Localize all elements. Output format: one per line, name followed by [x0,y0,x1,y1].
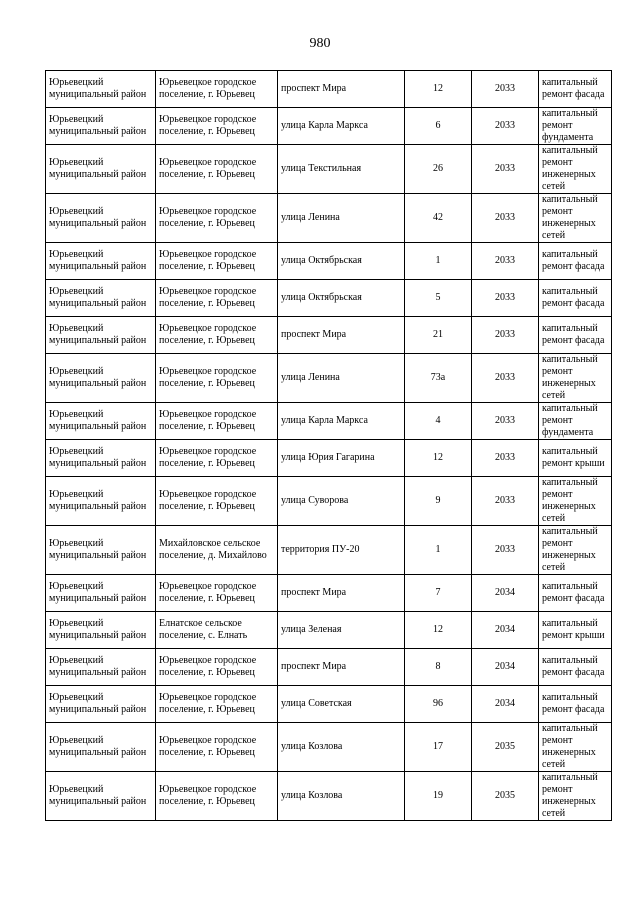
street-cell: проспект Мира [278,71,405,108]
district-cell: Юрьевецкий муниципальный район [46,317,156,354]
house-cell: 5 [405,280,472,317]
house-cell: 21 [405,317,472,354]
settlement-cell: Юрьевецкое городское поселение, г. Юрьевец [156,280,278,317]
table-row [46,649,612,686]
house-cell: 96 [405,686,472,723]
district-cell: Юрьевецкий муниципальный район [46,108,156,145]
district-cell: Юрьевецкий муниципальный район [46,772,156,821]
settlement-cell: Юрьевецкое городское поселение, г. Юрьевец [156,145,278,194]
district-cell: Юрьевецкий муниципальный район [46,723,156,772]
work-type-cell: капитальный ремонт инженерных сетей [539,145,612,194]
street-cell: улица Зеленая [278,612,405,649]
table-row [46,686,612,723]
settlement-cell: Юрьевецкое городское поселение, г. Юрьевец [156,772,278,821]
settlement-cell: Юрьевецкое городское поселение, г. Юрьевец [156,71,278,108]
work-type-cell: капитальный ремонт инженерных сетей [539,723,612,772]
street-cell: улица Текстильная [278,145,405,194]
district-cell: Юрьевецкий муниципальный район [46,280,156,317]
house-cell: 26 [405,145,472,194]
work-type-cell: капитальный ремонт фундамента [539,108,612,145]
district-cell: Юрьевецкий муниципальный район [46,194,156,243]
year-cell: 2033 [472,280,539,317]
table-row [46,354,612,403]
house-cell: 19 [405,772,472,821]
table-row [46,440,612,477]
table-row [46,526,612,575]
work-type-cell: капитальный ремонт фасада [539,575,612,612]
year-cell: 2033 [472,243,539,280]
district-cell: Юрьевецкий муниципальный район [46,575,156,612]
work-type-cell: капитальный ремонт крыши [539,440,612,477]
table-row [46,194,612,243]
table-row [46,723,612,772]
district-cell: Юрьевецкий муниципальный район [46,71,156,108]
year-cell: 2033 [472,526,539,575]
house-cell: 4 [405,403,472,440]
street-cell: проспект Мира [278,575,405,612]
year-cell: 2034 [472,612,539,649]
settlement-cell: Юрьевецкое городское поселение, г. Юрьевец [156,686,278,723]
district-cell: Юрьевецкий муниципальный район [46,612,156,649]
house-cell: 1 [405,243,472,280]
street-cell: улица Советская [278,686,405,723]
year-cell: 2033 [472,194,539,243]
district-cell: Юрьевецкий муниципальный район [46,649,156,686]
year-cell: 2033 [472,317,539,354]
year-cell: 2033 [472,108,539,145]
year-cell: 2033 [472,403,539,440]
year-cell: 2034 [472,575,539,612]
table-row [46,403,612,440]
table-row [46,317,612,354]
house-cell: 7 [405,575,472,612]
work-type-cell: капитальный ремонт инженерных сетей [539,194,612,243]
house-cell: 12 [405,71,472,108]
settlement-cell: Юрьевецкое городское поселение, г. Юрьевец [156,723,278,772]
table-row [46,280,612,317]
district-cell: Юрьевецкий муниципальный район [46,354,156,403]
street-cell: проспект Мира [278,317,405,354]
settlement-cell: Юрьевецкое городское поселение, г. Юрьевец [156,194,278,243]
house-cell: 73а [405,354,472,403]
work-type-cell: капитальный ремонт фасада [539,649,612,686]
street-cell: территория ПУ-20 [278,526,405,575]
street-cell: улица Козлова [278,772,405,821]
street-cell: улица Ленина [278,354,405,403]
street-cell: улица Юрия Гагарина [278,440,405,477]
district-cell: Юрьевецкий муниципальный район [46,526,156,575]
settlement-cell: Юрьевецкое городское поселение, г. Юрьевец [156,317,278,354]
district-cell: Юрьевецкий муниципальный район [46,403,156,440]
house-cell: 9 [405,477,472,526]
house-cell: 8 [405,649,472,686]
work-type-cell: капитальный ремонт фасада [539,317,612,354]
district-cell: Юрьевецкий муниципальный район [46,440,156,477]
settlement-cell: Юрьевецкое городское поселение, г. Юрьевец [156,403,278,440]
house-cell: 6 [405,108,472,145]
table-row [46,612,612,649]
table-row [46,145,612,194]
repair-schedule-table [45,70,612,821]
table-row [46,477,612,526]
house-cell: 1 [405,526,472,575]
table-row [46,108,612,145]
work-type-cell: капитальный ремонт фасада [539,686,612,723]
work-type-cell: капитальный ремонт инженерных сетей [539,772,612,821]
settlement-cell: Юрьевецкое городское поселение, г. Юрьевец [156,440,278,477]
district-cell: Юрьевецкий муниципальный район [46,145,156,194]
table-row [46,575,612,612]
year-cell: 2033 [472,145,539,194]
settlement-cell: Юрьевецкое городское поселение, г. Юрьевец [156,649,278,686]
district-cell: Юрьевецкий муниципальный район [46,243,156,280]
street-cell: улица Карла Маркса [278,108,405,145]
street-cell: улица Карла Маркса [278,403,405,440]
street-cell: улица Козлова [278,723,405,772]
district-cell: Юрьевецкий муниципальный район [46,686,156,723]
year-cell: 2033 [472,440,539,477]
house-cell: 12 [405,440,472,477]
work-type-cell: капитальный ремонт фасада [539,280,612,317]
year-cell: 2033 [472,477,539,526]
district-cell: Юрьевецкий муниципальный район [46,477,156,526]
work-type-cell: капитальный ремонт фундамента [539,403,612,440]
table-row [46,71,612,108]
work-type-cell: капитальный ремонт инженерных сетей [539,354,612,403]
page-number: 980 [309,36,331,51]
year-cell: 2033 [472,354,539,403]
year-cell: 2033 [472,71,539,108]
work-type-cell: капитальный ремонт фасада [539,243,612,280]
table-row [46,772,612,821]
table-row [46,243,612,280]
settlement-cell: Юрьевецкое городское поселение, г. Юрьевец [156,354,278,403]
street-cell: улица Суворова [278,477,405,526]
street-cell: улица Октябрьская [278,280,405,317]
work-type-cell: капитальный ремонт фасада [539,71,612,108]
settlement-cell: Юрьевецкое городское поселение, г. Юрьевец [156,243,278,280]
settlement-cell: Юрьевецкое городское поселение, г. Юрьевец [156,477,278,526]
house-cell: 12 [405,612,472,649]
settlement-cell: Елнатское сельское поселение, с. Елнать [156,612,278,649]
street-cell: улица Октябрьская [278,243,405,280]
house-cell: 17 [405,723,472,772]
settlement-cell: Юрьевецкое городское поселение, г. Юрьевец [156,575,278,612]
year-cell: 2035 [472,772,539,821]
year-cell: 2034 [472,686,539,723]
work-type-cell: капитальный ремонт инженерных сетей [539,477,612,526]
year-cell: 2034 [472,649,539,686]
work-type-cell: капитальный ремонт крыши [539,612,612,649]
work-type-cell: капитальный ремонт инженерных сетей [539,526,612,575]
settlement-cell: Юрьевецкое городское поселение, г. Юрьевец [156,108,278,145]
year-cell: 2035 [472,723,539,772]
settlement-cell: Михайловское сельское поселение, д. Михайлово [156,526,278,575]
street-cell: улица Ленина [278,194,405,243]
street-cell: проспект Мира [278,649,405,686]
house-cell: 42 [405,194,472,243]
